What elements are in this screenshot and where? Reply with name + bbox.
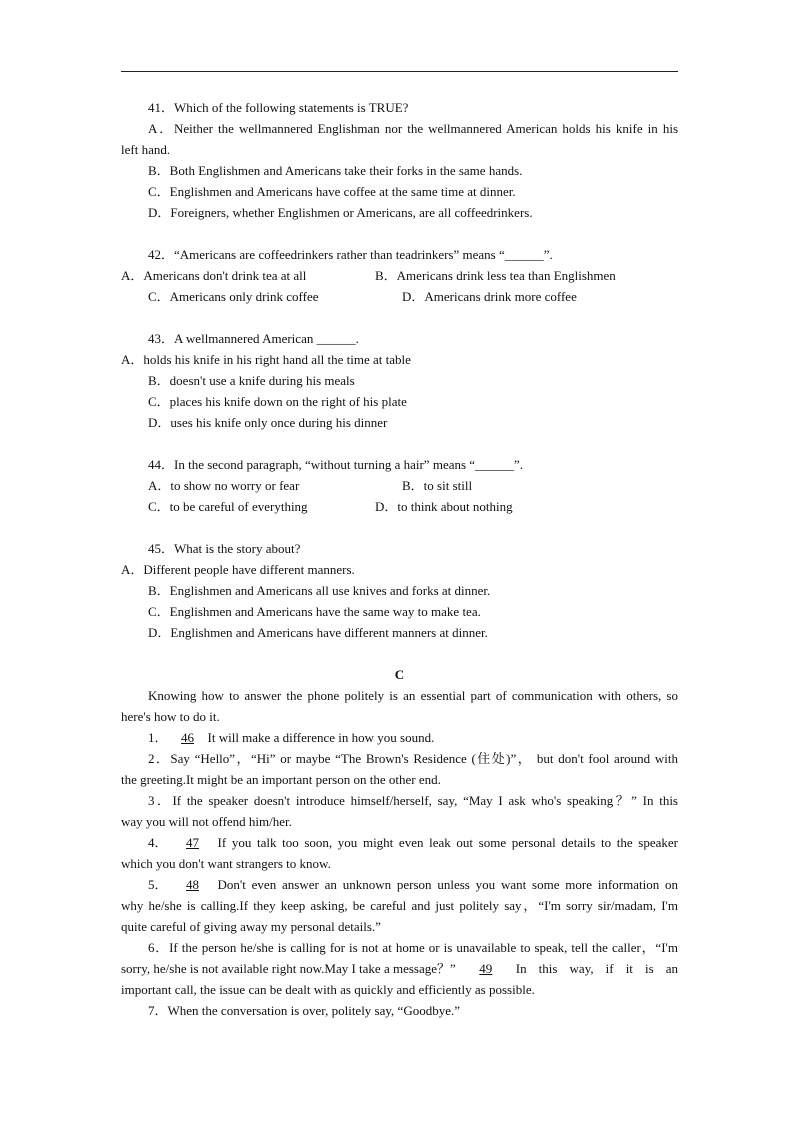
header-rule (121, 71, 678, 72)
q42-options-row2 (121, 286, 678, 307)
q41-option-a: A．Neither the wellmannered Englishman nor the wellmannered American holds his knife in his (148, 121, 678, 136)
q44-stem: 44．In the second paragraph, “without turning a hair” means “______”. (148, 457, 524, 472)
q45-option-d: D．Englishmen and Americans have different manners at dinner. (148, 625, 488, 640)
q45-option-b: B．Englishmen and Americans all use knives and forks at dinner. (148, 583, 491, 598)
q41-option-c: C．Englishmen and Americans have coffee at the same time at dinner. (148, 184, 516, 199)
q44-option-c: C．to be careful of everything (148, 499, 308, 514)
tip-5-cont: why he/she is calling.If they keep asking, be careful and just politely say，“I'm sorry sir/madam, I'm (121, 898, 678, 913)
section-c-heading: C (394, 667, 405, 682)
tip-1 (121, 727, 678, 748)
q42-option-a: A．Americans don't drink tea at all (121, 268, 307, 283)
q42-option-d: D．Americans drink more coffee (402, 289, 577, 304)
blank-47: 47 (186, 835, 200, 850)
q42-option-c: C．Americans only drink coffee (148, 289, 319, 304)
q42-stem: 42．“Americans are coffeedrinkers rather than teadrinkers” means “______”. (148, 247, 553, 262)
tip-2: 2．Say “Hello”，“Hi” or maybe “The Brown's Residence (住处)”， but don't fool around with (148, 751, 678, 766)
tip-3: 3．If the speaker doesn't introduce himself/herself, say, “May I ask who's speaking？” In this (148, 793, 678, 808)
q44-options-row1 (121, 475, 678, 496)
tip-5 (121, 874, 678, 895)
tip-6-text-b: In this way, if it is an (515, 961, 678, 976)
section-c-intro: Knowing how to answer the phone politely is an essential part of communication with others, so (148, 688, 678, 703)
q41-stem: 41．Which of the following statements is TRUE? (148, 100, 409, 115)
tip-4 (121, 832, 678, 853)
q42-option-b: B．Americans drink less tea than Englishmen (375, 268, 616, 283)
blank-48: 48 (186, 877, 200, 892)
tip-2-cont: the greeting.It might be an important person on the other end. (121, 772, 441, 787)
tip-5-text: Don't even answer an unknown person unless you want some more information on (217, 877, 678, 892)
tip-1-text: It will make a difference in how you sound. (207, 730, 435, 745)
q41-option-a-cont: left hand. (121, 142, 171, 157)
q43-option-d: D．uses his knife only once during his dinner (148, 415, 388, 430)
q43-option-a: A．holds his knife in his right hand all the time at table (121, 352, 411, 367)
q43-option-b: B．doesn't use a knife during his meals (148, 373, 355, 388)
q45-option-a: A．Different people have different manners. (121, 562, 355, 577)
tip-3-cont: way you will not offend him/her. (121, 814, 292, 829)
blank-49: 49 (479, 961, 493, 976)
tip-6-text-a: sorry, he/she is not available right now.May I take a message？” (121, 961, 456, 976)
q41-option-d: D．Foreigners, whether Englishmen or Americans, are all coffeedrinkers. (148, 205, 533, 220)
q44-option-b: B．to sit still (402, 478, 473, 493)
tip-6-cont-2: important call, the issue can be dealt with as quickly and efficiently as possible. (121, 982, 535, 997)
q43-option-c: C．places his knife down on the right of his plate (148, 394, 407, 409)
tip-7: 7．When the conversation is over, politely say, “Goodbye.” (148, 1003, 460, 1018)
tip-4-number: 4． (148, 835, 168, 850)
q42-options-row1 (121, 265, 678, 286)
tip-4-cont: which you don't want strangers to know. (121, 856, 331, 871)
tip-4-text: If you talk too soon, you might even leak out some personal details to the speaker (217, 835, 678, 850)
q44-option-a: A．to show no worry or fear (148, 478, 300, 493)
tip-5-number: 5． (148, 877, 168, 892)
q43-stem: 43．A wellmannered American ______. (148, 331, 359, 346)
blank-46: 46 (181, 730, 195, 745)
tip-6: 6．If the person he/she is calling for is not at home or is unavailable to speak, tell the caller，“I'm (148, 940, 678, 955)
section-c-intro-cont: here's how to do it. (121, 709, 220, 724)
tip-1-number: 1． (148, 730, 168, 745)
q44-option-d: D．to think about nothing (375, 499, 513, 514)
tip-6-cont (121, 958, 678, 979)
document-content (121, 97, 678, 1021)
q41-option-b: B．Both Englishmen and Americans take their forks in the same hands. (148, 163, 523, 178)
q44-options-row2 (121, 496, 678, 517)
q45-stem: 45．What is the story about? (148, 541, 301, 556)
tip-5-cont-2: quite careful of giving away my personal details.” (121, 919, 381, 934)
q45-option-c: C．Englishmen and Americans have the same way to make tea. (148, 604, 481, 619)
